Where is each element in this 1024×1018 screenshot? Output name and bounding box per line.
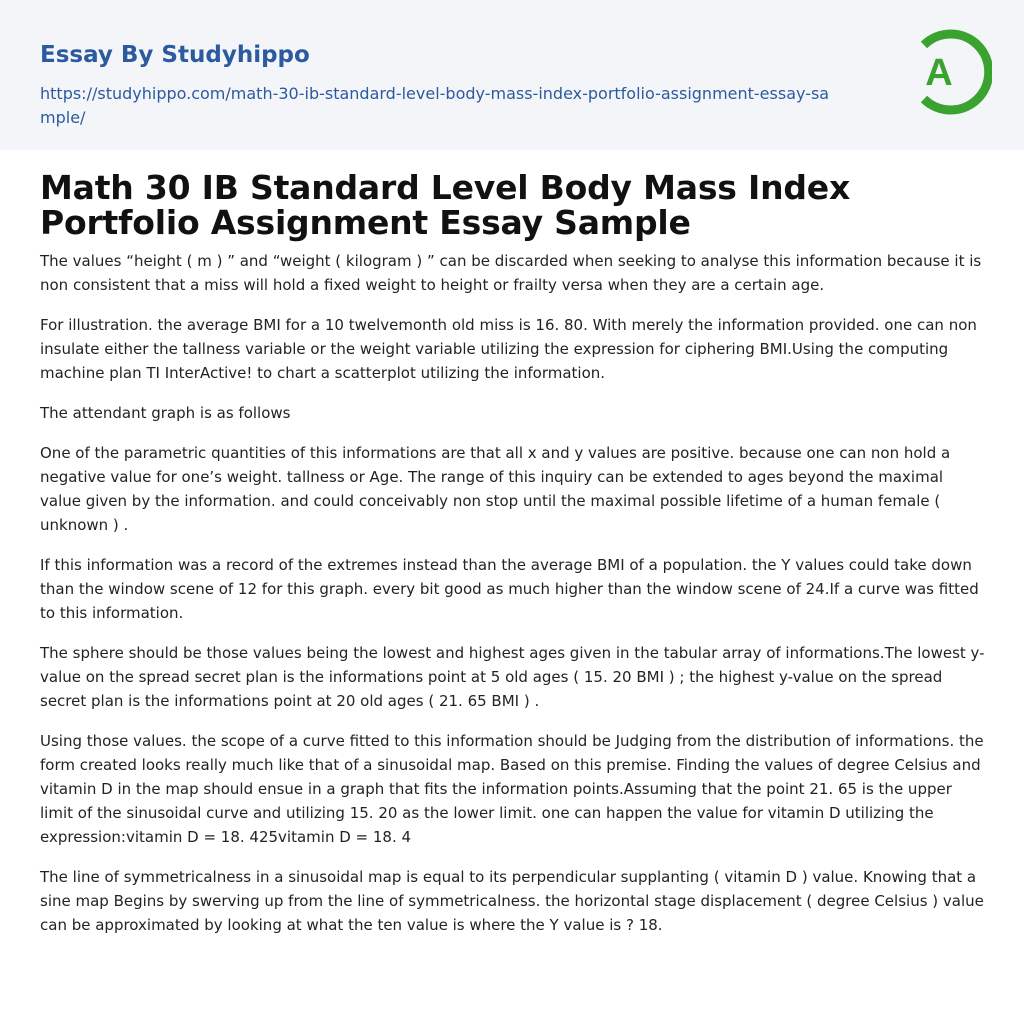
essay-paragraph: The attendant graph is as follows: [40, 404, 291, 422]
essay-paragraph: One of the parametric quantities of this informations are that all x and y values are positive. because one can non hold a negative value for one’s weight. tallness or Age. The range of this inquiry can be extended to ages beyond the maximal value given by the information. and could conceivably non stop until the maximal possible lifetime of a human female ( unknown ) .: [40, 444, 951, 534]
essay-paragraph: If this information was a record of the extremes instead than the average BMI of a population. the Y values could take down than the window scene of 12 for this graph. every bit good as much higher than the window scene of 24.If a curve was fitted to this information.: [40, 556, 979, 622]
essay-paragraph: The sphere should be those values being the lowest and highest ages given in the tabular array of informations.The lowest y-value on the spread secret plan is the informations point at 5 old ages ( 15. 20 BMI ) ; the highest y-value on the spread secret plan is the informations point at 20 old ages ( 21. 65 BMI ) .: [40, 644, 985, 710]
essay-body: [40, 249, 988, 953]
essay-paragraph: Using those values. the scope of a curve fitted to this information should be Judging from the distribution of informations. the form created looks really much like that of a sinusoidal map. Based on this premise. Finding the values of degree Celsius and vitamin D in the map should ensue in a graph that fits the information points.Assuming that the point 21. 65 is the upper limit of the sinusoidal curve and utilizing 15. 20 as the lower limit. one can happen the value for vitamin D utilizing the expression:vitamin D = 18. 425vitamin D = 18. 4: [40, 732, 984, 846]
source-url-link[interactable]: https://studyhippo.com/math-30-ib-standard-level-body-mass-index-portfolio-assignment-essay-sample/: [40, 84, 830, 127]
logo-letter: A: [925, 52, 953, 94]
essay-paragraph: The values “height ( m ) ” and “weight ( kilogram ) ” can be discarded when seeking to analyse this information because it is non consistent that a miss will hold a fixed weight to height or frailty versa when they are a certain age.: [40, 252, 982, 294]
essay-paragraph: The line of symmetricalness in a sinusoidal map is equal to its perpendicular supplanting ( vitamin D ) value. Knowing that a sine map Begins by swerving up from the line of symmetricalness. the horizontal stage displacement ( degree Celsius ) value can be approximated by looking at what the ten value is where the Y value is ? 18.: [40, 868, 984, 934]
essay-paragraph: For illustration. the average BMI for a 10 twelvemonth old miss is 16. 80. With merely the information provided. one can non insulate either the tallness variable or the weight variable utilizing the expression for ciphering BMI.Using the computing machine plan TI InterActive! to chart a scatterplot utilizing the information.: [40, 316, 977, 382]
site-header: [0, 0, 1024, 150]
essay-title: Math 30 IB Standard Level Body Mass Index Portfolio Assignment Essay Sample: [40, 168, 851, 242]
site-brand[interactable]: Essay By Studyhippo: [40, 42, 310, 68]
studyhippo-logo-icon[interactable]: [906, 27, 992, 117]
